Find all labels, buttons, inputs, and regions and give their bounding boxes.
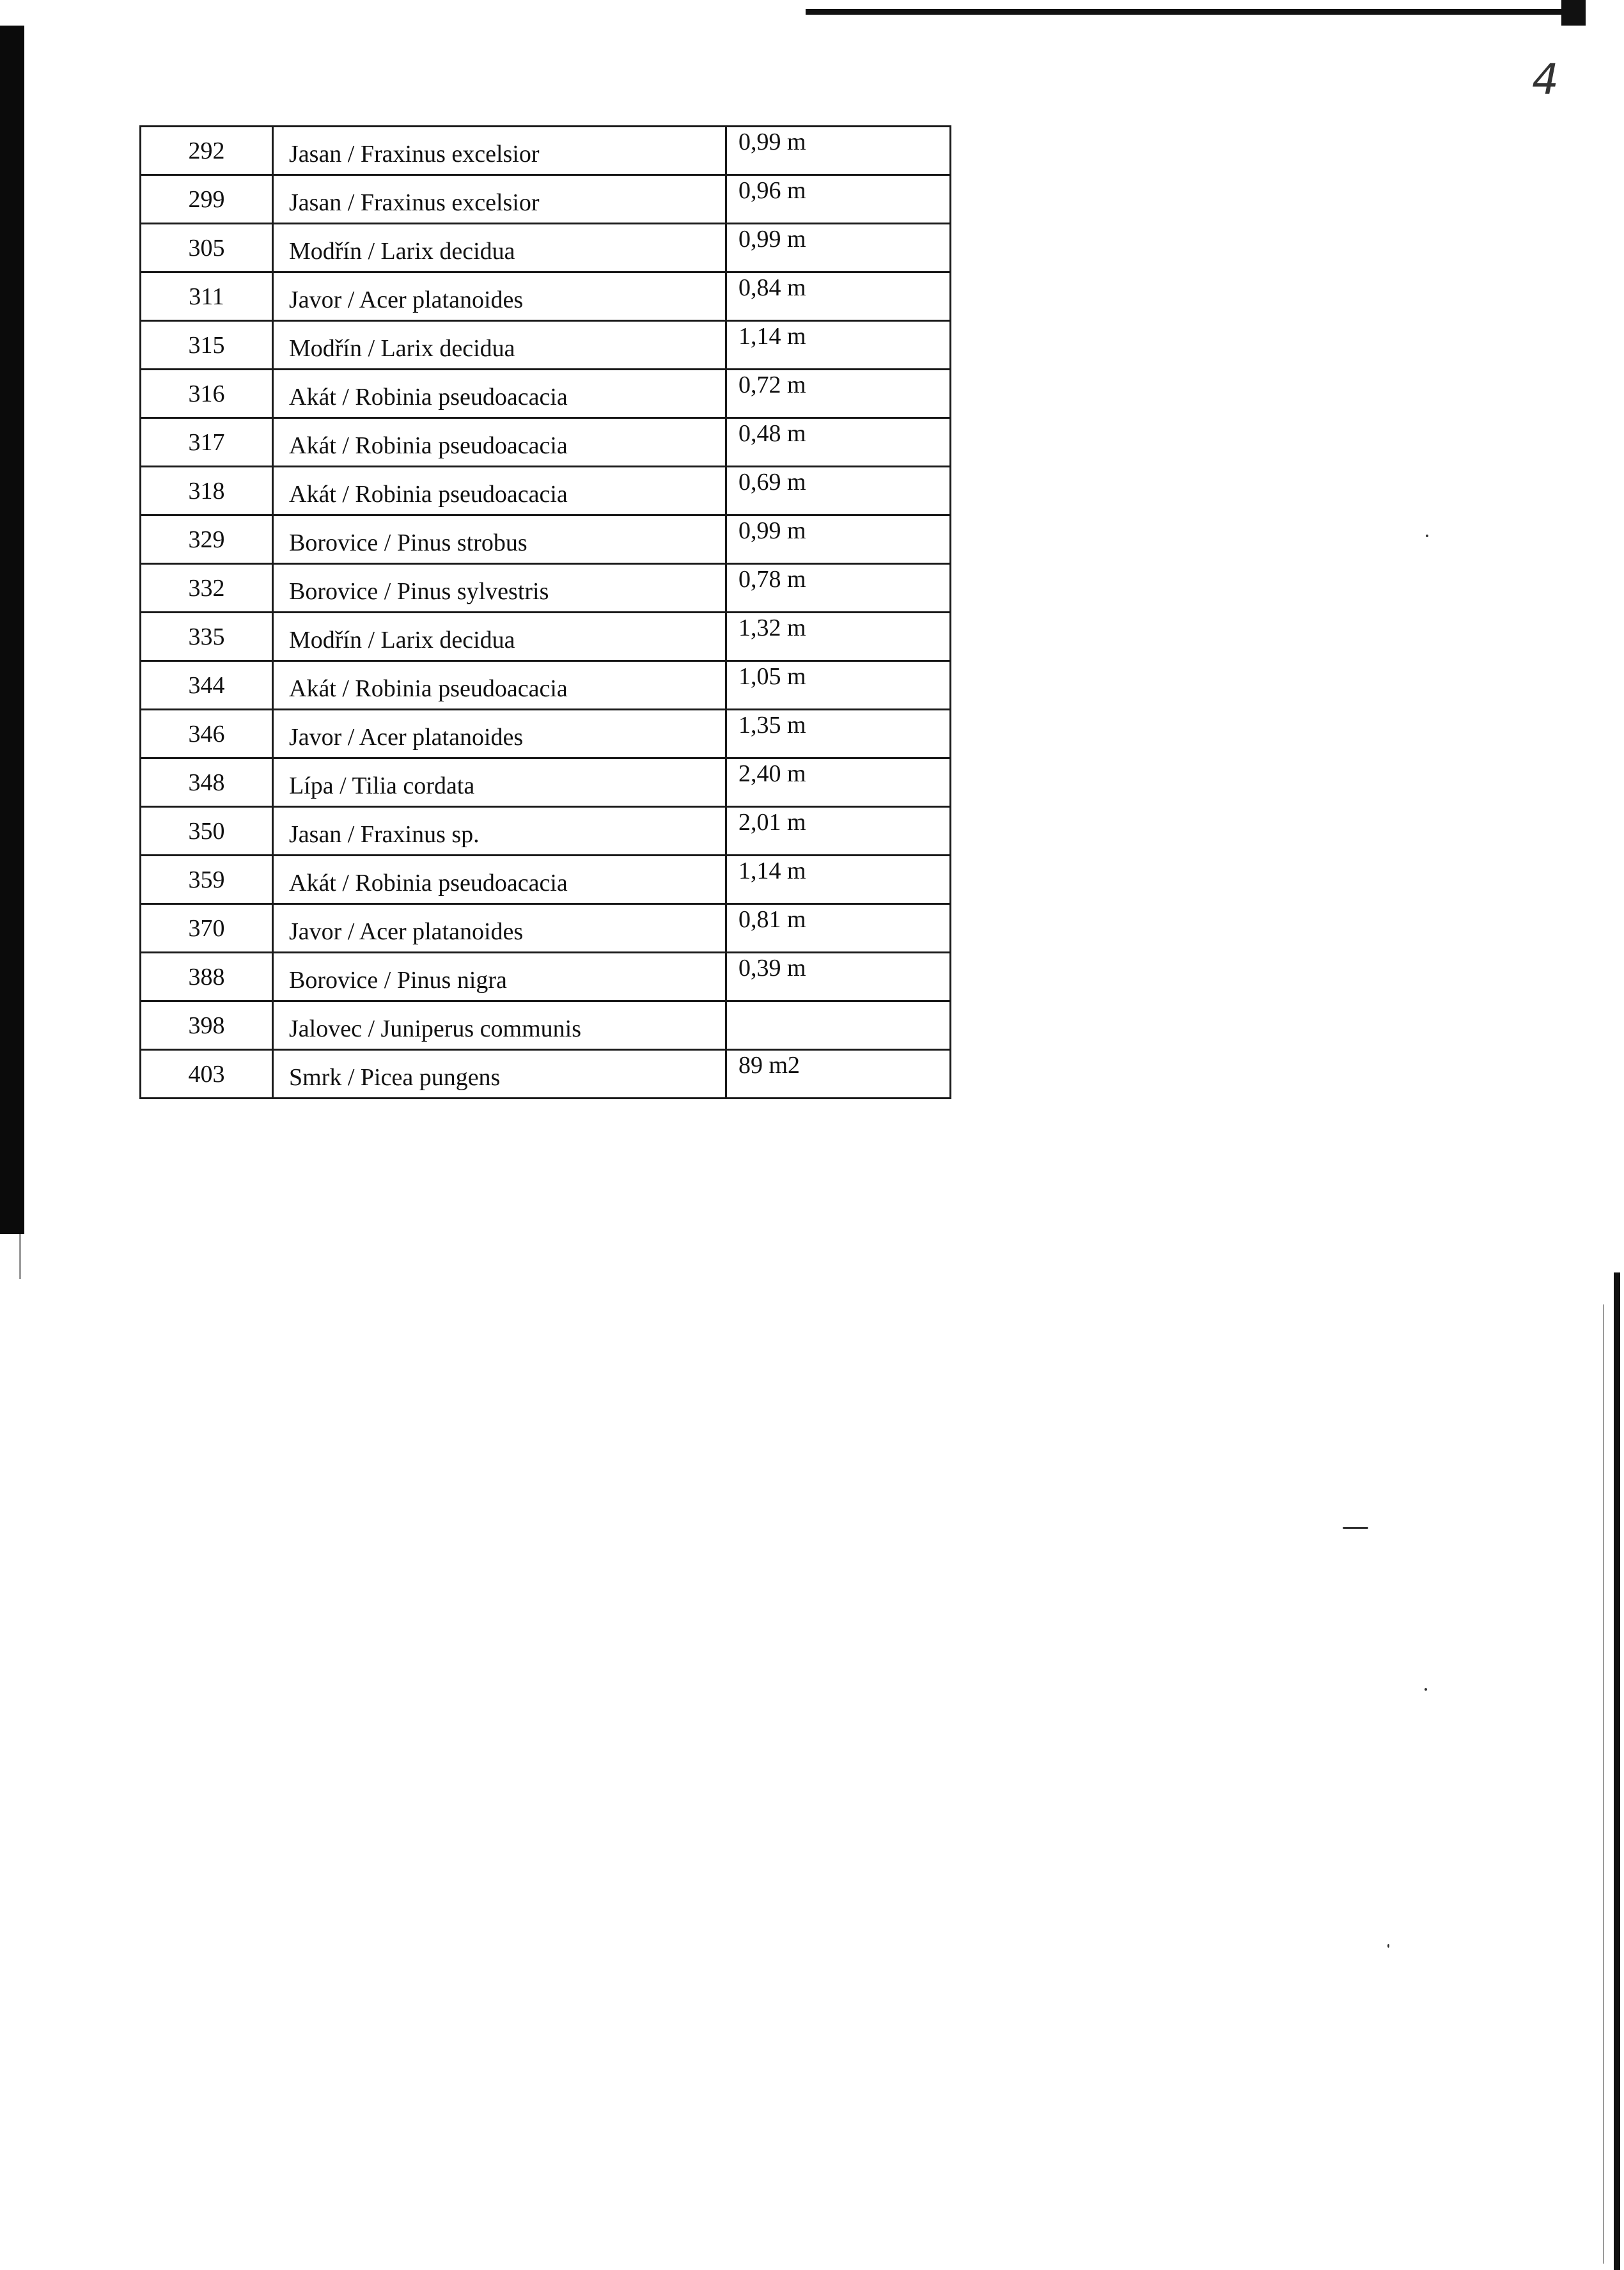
tree-measure-cell: 1,35 m <box>726 710 951 758</box>
tree-number-cell: 335 <box>141 613 273 661</box>
scan-line-right <box>1603 1304 1604 2264</box>
tree-number-cell: 398 <box>141 1001 273 1050</box>
page-number: 4 <box>1532 55 1559 104</box>
tree-number-cell: 388 <box>141 953 273 1001</box>
tree-number-cell: 292 <box>141 127 273 175</box>
scan-corner-top-right <box>1561 0 1586 26</box>
tree-species-cell: Javor / Acer platanoides <box>273 904 726 953</box>
tree-measure-cell: 0,39 m <box>726 953 951 1001</box>
tree-number-cell: 311 <box>141 272 273 321</box>
table-row <box>141 515 951 564</box>
tree-species-cell: Modřín / Larix decidua <box>273 613 726 661</box>
tree-measure-cell: 0,78 m <box>726 564 951 613</box>
tree-measure-cell: 0,96 m <box>726 175 951 224</box>
tree-measure-cell: 0,69 m <box>726 467 951 515</box>
tree-measure-cell: 0,99 m <box>726 127 951 175</box>
tree-measure-cell: 0,81 m <box>726 904 951 953</box>
table-row <box>141 1050 951 1099</box>
table-row <box>141 904 951 953</box>
tree-number-cell: 350 <box>141 807 273 856</box>
table-row <box>141 175 951 224</box>
tree-number-cell: 316 <box>141 370 273 418</box>
tree-species-cell: Borovice / Pinus nigra <box>273 953 726 1001</box>
tree-measure-cell: 0,84 m <box>726 272 951 321</box>
tree-species-cell: Jalovec / Juniperus communis <box>273 1001 726 1050</box>
tree-species-cell: Akát / Robinia pseudoacacia <box>273 661 726 710</box>
tree-species-cell: Smrk / Picea pungens <box>273 1050 726 1099</box>
tree-species-cell: Akát / Robinia pseudoacacia <box>273 418 726 467</box>
scan-edge-left-thin <box>19 1234 21 1279</box>
tree-number-cell: 305 <box>141 224 273 272</box>
tree-species-cell: Borovice / Pinus sylvestris <box>273 564 726 613</box>
tree-number-cell: 370 <box>141 904 273 953</box>
table-row <box>141 418 951 467</box>
tree-number-cell: 403 <box>141 1050 273 1099</box>
tree-species-cell: Modřín / Larix decidua <box>273 224 726 272</box>
tree-number-cell: 346 <box>141 710 273 758</box>
tree-measure-cell: 0,99 m <box>726 515 951 564</box>
tree-species-cell: Lípa / Tilia cordata <box>273 758 726 807</box>
tree-number-cell: 344 <box>141 661 273 710</box>
tree-species-cell: Jasan / Fraxinus sp. <box>273 807 726 856</box>
tree-measure-cell: 0,72 m <box>726 370 951 418</box>
table-row <box>141 564 951 613</box>
tree-measure-cell: 2,01 m <box>726 807 951 856</box>
table-row <box>141 370 951 418</box>
tree-measure-cell: 1,14 m <box>726 321 951 370</box>
tree-number-cell: 315 <box>141 321 273 370</box>
table-row <box>141 467 951 515</box>
tree-number-cell: 299 <box>141 175 273 224</box>
tree-species-cell: Akát / Robinia pseudoacacia <box>273 467 726 515</box>
tree-measure-cell: 1,05 m <box>726 661 951 710</box>
tree-species-cell: Javor / Acer platanoides <box>273 272 726 321</box>
table-row <box>141 613 951 661</box>
tree-measure-cell: 1,14 m <box>726 856 951 904</box>
tree-species-cell: Modřín / Larix decidua <box>273 321 726 370</box>
tree-number-cell: 317 <box>141 418 273 467</box>
tree-measure-cell: 1,32 m <box>726 613 951 661</box>
scan-edge-top <box>806 9 1586 15</box>
table-row <box>141 321 951 370</box>
tree-species-cell: Borovice / Pinus strobus <box>273 515 726 564</box>
table-row <box>141 272 951 321</box>
scan-speck <box>1425 1688 1427 1691</box>
table-row <box>141 953 951 1001</box>
tree-species-cell: Jasan / Fraxinus excelsior <box>273 127 726 175</box>
tree-measure-cell: 0,48 m <box>726 418 951 467</box>
tree-number-cell: 332 <box>141 564 273 613</box>
tree-number-cell: 318 <box>141 467 273 515</box>
tree-species-cell: Jasan / Fraxinus excelsior <box>273 175 726 224</box>
table-row <box>141 127 951 175</box>
tree-number-cell: 359 <box>141 856 273 904</box>
tree-number-cell: 329 <box>141 515 273 564</box>
tree-number-cell: 348 <box>141 758 273 807</box>
table-row <box>141 661 951 710</box>
tree-species-cell: Akát / Robinia pseudoacacia <box>273 856 726 904</box>
table-row <box>141 224 951 272</box>
table-row <box>141 807 951 856</box>
table-row <box>141 1001 951 1050</box>
scan-edge-left <box>0 26 24 1234</box>
tree-measure-cell <box>726 1001 951 1050</box>
tree-measure-cell: 89 m2 <box>726 1050 951 1099</box>
tree-species-cell: Javor / Acer platanoides <box>273 710 726 758</box>
tree-inventory-table <box>139 125 951 1099</box>
table-row <box>141 856 951 904</box>
tree-measure-cell: 2,40 m <box>726 758 951 807</box>
table-row <box>141 758 951 807</box>
tree-measure-cell: 0,99 m <box>726 224 951 272</box>
scan-speck <box>1387 1944 1389 1948</box>
table-body <box>141 127 951 1099</box>
tree-species-cell: Akát / Robinia pseudoacacia <box>273 370 726 418</box>
scan-speck <box>1426 535 1428 537</box>
table-row <box>141 710 951 758</box>
scan-speck <box>1343 1527 1368 1529</box>
scan-edge-right <box>1614 1272 1620 2270</box>
